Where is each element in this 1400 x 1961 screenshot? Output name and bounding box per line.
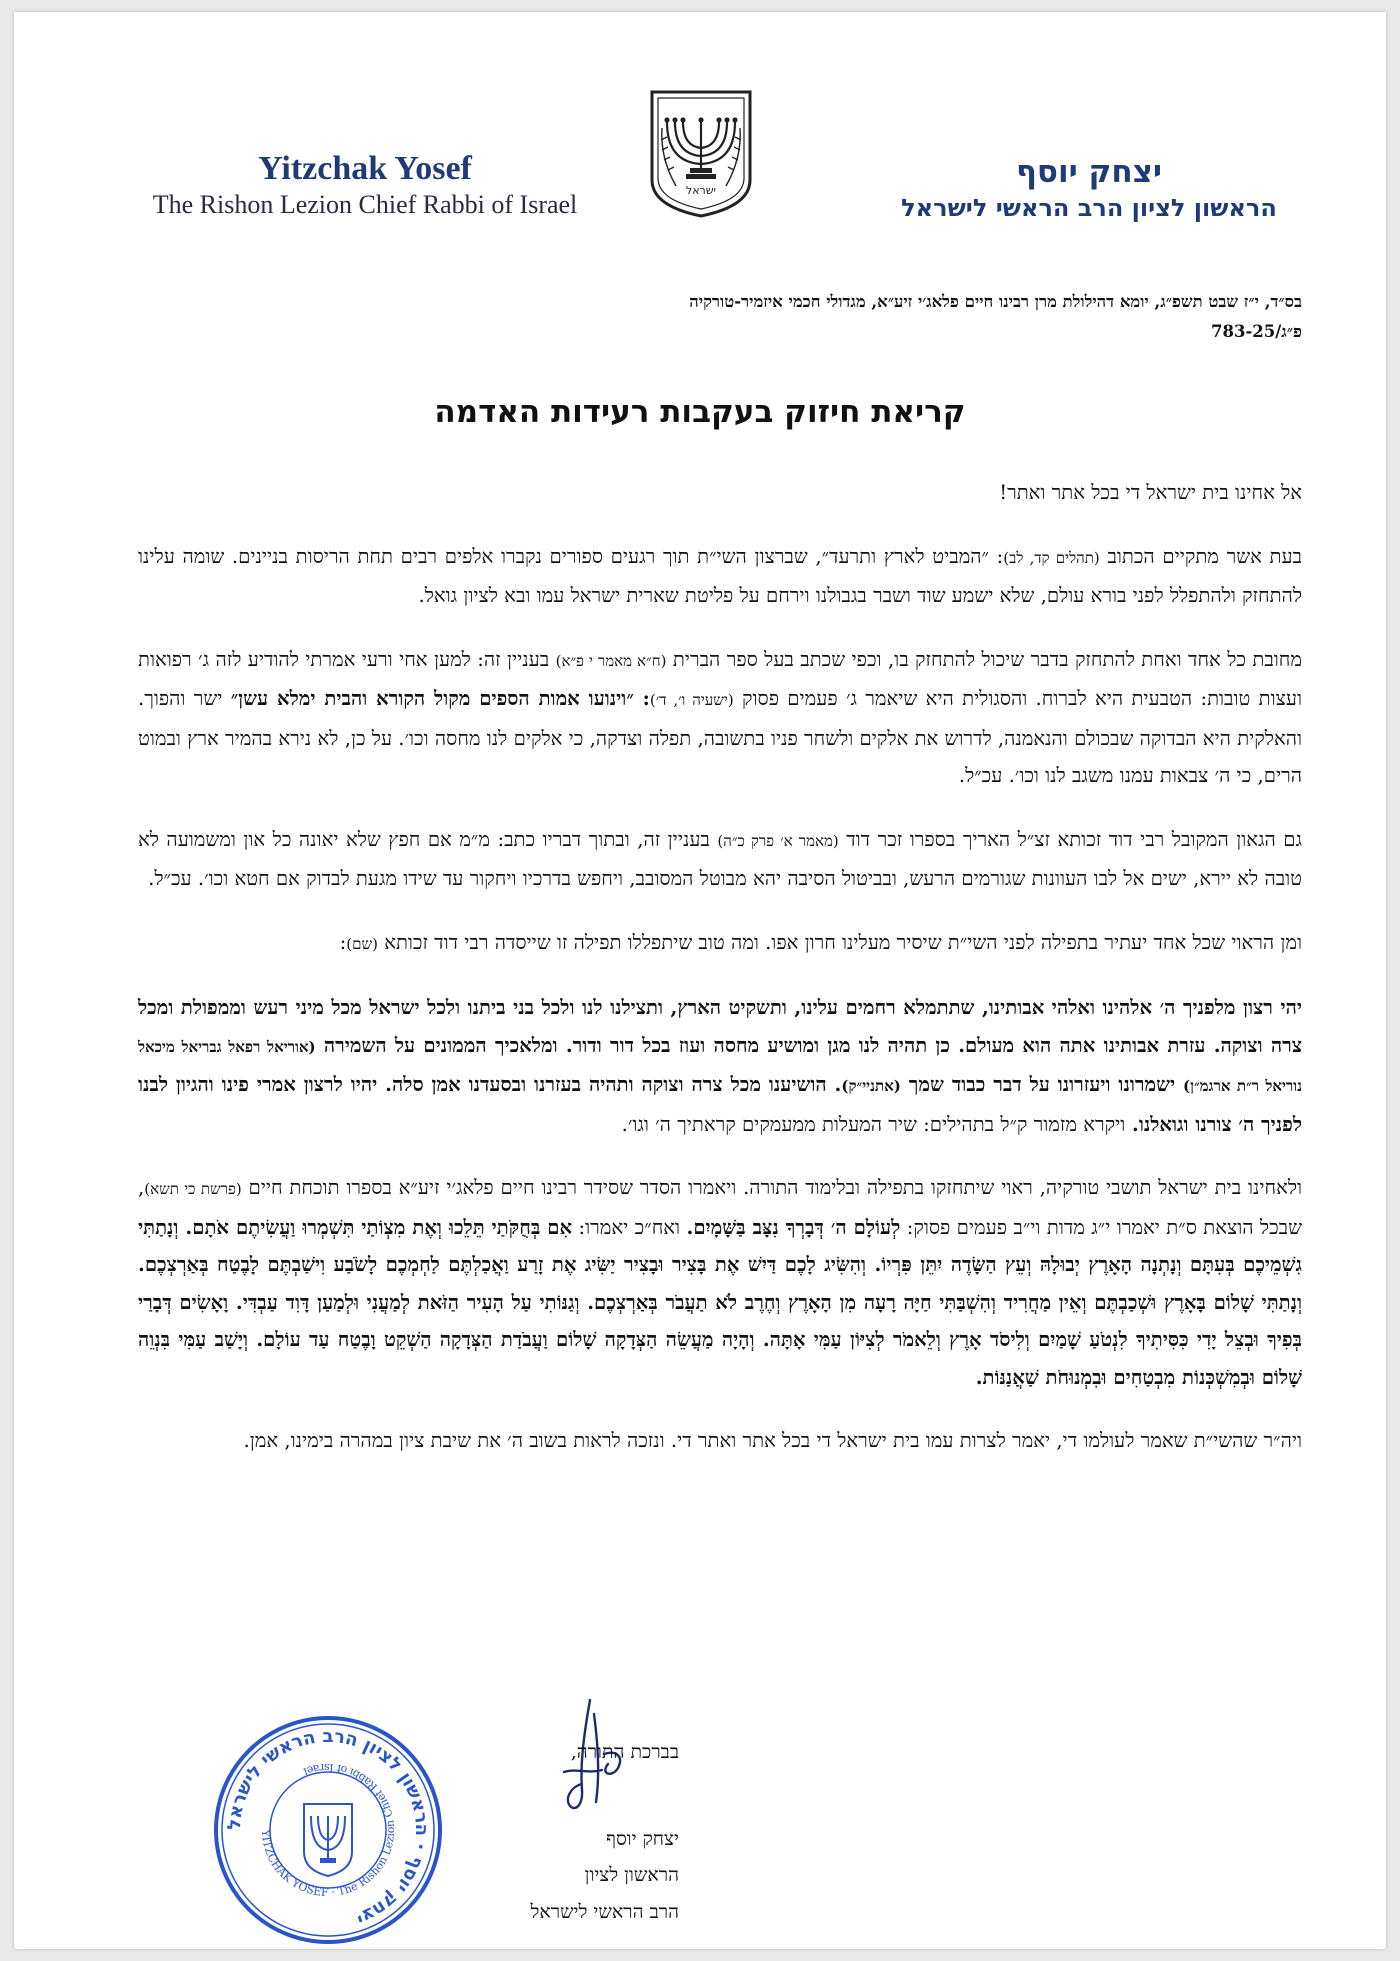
stamp-english-ring: YITZCHAK YOSEF · The Rishon Lezion Chief Rabbi of Israel [258,1760,398,1900]
signer-role-1: הראשון לציון [584,1864,679,1886]
stamp-hebrew-ring: יצחק יוסף · הראשון לציון הרב הראשי לישראל [223,1725,433,1929]
letter-meta [689,287,1302,347]
salutation: אל אחינו בית ישראל די בכל אתר ואתר! [999,481,1302,504]
closing-line: בברכת התורה, [570,1741,679,1763]
hebrew-name: יצחק יוסף [1015,154,1163,190]
signer-role-2: הרב הראשי לישראל [530,1900,679,1923]
letter-title: קריאת חיזוק בעקבות רעידות האדמה [434,394,966,430]
citation: (אוריאל רפאל גבריאל מיכאל נוריאל ר״ת ארגמ״ן) [138,1037,1303,1095]
hebrew-title: הראשון לציון הרב הראשי לישראל [901,194,1277,222]
english-name: Yitzchak Yosef [258,150,472,187]
english-letterhead [130,150,600,220]
date-line: בס״ד, י״ז שבט תשפ״ג, יומא דהילולת מרן רבינו חיים פלאג׳י זיע״א, מגדולי חכמי איזמיר-טורקיה [689,292,1302,311]
citation: (ישעיה ו׳, ד׳) [649,691,734,709]
paragraph-4: ומן הראוי שכל אחד יעתיר בתפילה לפני השי״ת שיסיר מעלינו חרון אפו. ומה טוב שיתפללו תפילה זו שייסדה רבי דוד זכותא (שם): [339,930,1302,954]
closing-paragraph: ויה״ר שהשי״ת שאמר לעולמו די, יאמר לצרות עמו בית ישראל די בכל אתר ואתר די. ונזכה לראות בשוב ה׳ את שיבת ציון במהרה בימינו, אמן. [243,1429,1302,1452]
letter-page [14,12,1386,1949]
signoff-block [439,1734,679,1930]
reference-number: פ״ג/783-25 [1211,322,1302,341]
official-stamp [210,1712,446,1948]
hebrew-letterhead [864,154,1314,222]
menorah-emblem-icon [646,88,756,220]
letter-body [138,474,1302,1486]
paragraph-6: ולאחינו בית ישראל תושבי טורקיה, ראוי שיתחזקו בתפילה ובלימוד התורה. ויאמרו הסדר שסידר רבינו חיים פלאג׳י זיע״א בספרו תוכחת חיים (פרשת כי תשא), שבכל הוצאת ס״ת יאמרו י״ג מדות וי״ב פעמים פסוק: לְעוֹלָם ה׳ דְּבָרְךָ נִצָּב בַּשָּׁמָיִם. ואח״כ יאמרו: אִם בְּחֻקֹּתַי תֵּלֵכוּ וְאֶת מִצְוֹתַי תִּשְׁמְרוּ וַעֲשִׂיתֶם אֹתָם. וְנָתַתִּי גִשְׁמֵיכֶם בְּעִתָּם וְנָתְנָה הָאָרֶץ יְבוּלָהּ וְעֵץ הַשָּׂדֶה יִתֵּן פִּרְיוֹ. וְהִשִּׂיג לָכֶם דַּיִשׁ אֶת בָּצִיר וּבָצִיר יַשִּׂיג אֶת זָרַע וַאֲכַלְתֶּם לַחְמְכֶם לָשֹׂבַע וִישַׁבְתֶּם לָבֶטַח בְּאַרְצְכֶם. וְנָתַתִּי שָׁלוֹם בָּאָרֶץ וּשְׁכַבְתֶּם וְאֵין מַחֲרִיד וְהִשְׁבַּתִּי חַיָּה רָעָה מִן הָאָרֶץ וְחֶרֶב לֹא תַעֲבֹר בְּאַרְצְכֶם. וְגַנּוֹתִי עַל הָעִיר הַזֹּאת לְמַעֲנִי וּלְמַעַן דָּוִד עַבְדִּי. וָאָשִׂים דְּבָרַי בְּפִיךָ וּבְצֵל יָדִי כִּסִּיתִיךָ לִנְטֹעַ שָׁמַיִם וְלִיסֹד אָרֶץ וְלֵאמֹר לְצִיּוֹן עַמִּי אָתָּה. וְהָיָה מַעֲשֵׂה הַצְּדָקָה שָׁלוֹם וַעֲבֹדַת הַצְּדָקָה הַשְׁקֵט וָבֶטַח עַד עוֹלָם. וְיָשַׁב עַמִּי בִּנְוֵה שָׁלוֹם וּבְמִשְׁכְּנוֹת מִבְטַחִים וּבִמְנוּחֹת שַׁאֲנַנּוֹת. [138,1176,1303,1389]
citation: (פרשת כי תשא) [144,1180,242,1198]
emblem-label: ישראל [685,184,717,197]
citation: (אתניי״ק) [841,1077,901,1095]
paragraph-2: מחובת כל אחד ואחת להתחזק בדבר שיכול להתחזק בו, וכפי שכתב בעל ספר הברית (ח״א מאמר י פ״א) בעניין זה: למען אחי ורעי אמרתי להודיע לזה ג׳ רפואות ועצות טובות: הטבעית היא לברוח. והסגולית היא שיאמר ג׳ פעמים פסוק (ישעיה ו׳, ד׳): ״וינועו אמות הספים מקול הקורא והבית ימלא עשן״ ישר והפוך. והאלקית היא הבדוקה שבכולם והנאמנה, לדרוש את אלקים ולשחר פניו בתשובה, תפלה וצדקה, כי אלקים לנו מחסה וכו׳. על כן, לא נירא בהמיר ארץ ובמוט הרים, כי ה׳ צבאות עמנו משגב לנו וכו׳. עכ״ל. [138,647,1302,787]
citation: (תהלים קד, לב) [1003,548,1100,567]
verse: : ״וינועו אמות הספים מקול הקורא והבית ימלא עשן״ [230,687,650,710]
verse: לְעוֹלָם ה׳ דְּבָרְךָ נִצָּב בַּשָּׁמָיִם. [686,1215,901,1239]
signer-name: יצחק יוסף [606,1827,679,1850]
paragraph-3: גם הגאון המקובל רבי דוד זכותא זצ״ל האריך בספרו זכר דוד (מאמר א׳ פרק כ״ה) בעניין זה, ובתוך דבריו כתב: מ״מ אם חפץ שלא יאונה כל און ומשמועה לא טובה לא יירא, ישים אל לבו העוונות שגורמים הרעש, ובביטול הסיבה יהא מבוטל המסובב, ויחפש בדרכיו ויחקור עד שידו מגעת לבדוק אם חטא וכו׳. עכ״ל. [138,827,1302,890]
citation: (שם) [346,934,378,953]
english-title: The Rishon Lezion Chief Rabbi of Israel [152,190,578,219]
verse-block: אִם בְּחֻקֹּתַי תֵּלֵכוּ וְאֶת מִצְוֹתַי תִּשְׁמְרוּ וַעֲשִׂיתֶם אֹתָם. וְנָתַתִּי גִשְׁמֵיכֶם בְּעִתָּם וְנָתְנָה הָאָרֶץ יְבוּלָהּ וְעֵץ הַשָּׂדֶה יִתֵּן פִּרְיוֹ. וְהִשִּׂיג לָכֶם דַּיִשׁ אֶת בָּצִיר וּבָצִיר יַשִּׂיג אֶת זָרַע וַאֲכַלְתֶּם לַחְמְכֶם לָשֹׂבַע וִישַׁבְתֶּם לָבֶטַח בְּאַרְצְכֶם. וְנָתַתִּי שָׁלוֹם בָּאָרֶץ וּשְׁכַבְתֶּם וְאֵין מַחֲרִיד וְהִשְׁבַּתִּי חַיָּה רָעָה מִן הָאָרֶץ וְחֶרֶב לֹא תַעֲבֹר בְּאַרְצְכֶם. וְגַנּוֹתִי עַל הָעִיר הַזֹּאת לְמַעֲנִי וּלְמַעַן דָּוִד עַבְדִּי. וָאָשִׂים דְּבָרַי בְּפִיךָ וּבְצֵל יָדִי כִּסִּיתִיךָ לִנְטֹעַ שָׁמַיִם וְלִיסֹד אָרֶץ וְלֵאמֹר לְצִיּוֹן עַמִּי אָתָּה. וְהָיָה מַעֲשֵׂה הַצְּדָקָה שָׁלוֹם וַעֲבֹדַת הַצְּדָקָה הַשְׁקֵט וָבֶטַח עַד עוֹלָם. וְיָשַׁב עַמִּי בִּנְוֵה שָׁלוֹם וּבְמִשְׁכְּנוֹת מִבְטַחִים וּבִמְנוּחֹת שַׁאֲנַנּוֹת. [138,1215,1302,1389]
citation: (מאמר א׳ פרק כ״ה) [717,831,839,850]
prayer-paragraph: יהי רצון מלפניך ה׳ אלהינו ואלהי אבותינו, שתתמלא רחמים עלינו, ותשקיט הארץ, ותצילנו לנו ולכל בני ביתנו ולכל ישראל מכל מיני רעש וממפולת ומכל צרה וצוקה. עזרת אבותינו אתה הוא מעולם. כן תהיה לנו מגן ומושיע מחסה ועוז בכל דור ודור. ומלאכיך הממונים על השמירה (אוריאל רפאל גבריאל מיכאל נוריאל ר״ת ארגמ״ן) ישמרונו ויעזרונו על דבר כבוד שמך (אתניי״ק). הושיענו מכל צרה וצוקה ותהיה בעזרנו ובסעדנו אמן סלה. יהיו לרצון אמרי פינו והגיון לבנו לפניך ה׳ צורנו וגואלנו. ויקרא מזמור ק״ל בתהילים: שיר המעלות ממעמקים קראתיך ה׳ וגו׳. [138,996,1303,1136]
citation: (ח״א מאמר י פ״א) [555,651,667,670]
paragraph-1: בעת אשר מתקיים הכתוב (תהלים קד, לב): ״המביט לארץ ותרעד״, שברצון השי״ת תוך רגעים ספורים נקברו אלפים רבים תחת הריסות בניינים. שומה עלינו להתחזק ולהתפלל לפני בורא עולם, שלא ישמע שוד ושבר בגבולנו וירחם על פליטת שארית ישראל עמו ובא לציון גואל. [138,544,1303,607]
